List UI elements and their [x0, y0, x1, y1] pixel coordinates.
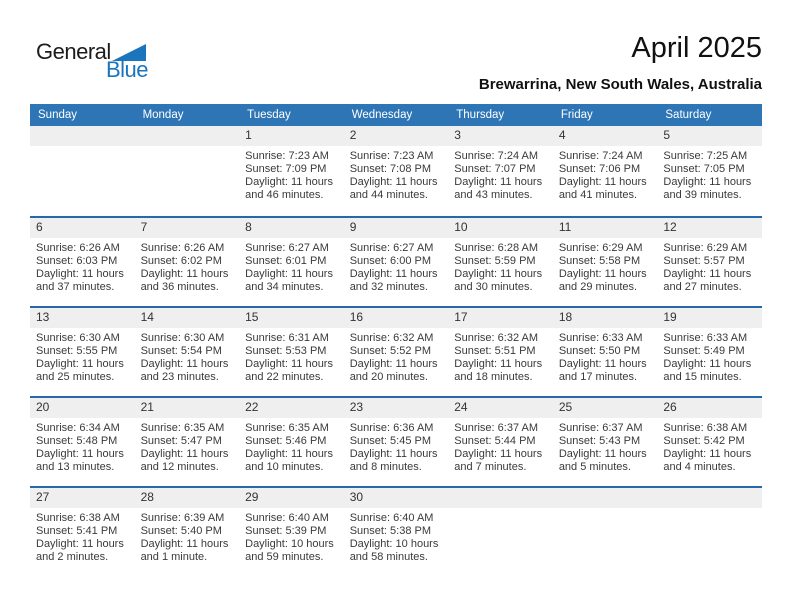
detail-line: Sunset: 5:48 PM: [36, 435, 118, 447]
detail-line: Sunset: 5:58 PM: [558, 255, 641, 267]
detail-line: Sunset: 6:00 PM: [349, 255, 432, 267]
logo-text-blue: Blue: [106, 57, 149, 82]
detail-line: Sunrise: 6:29 AM: [558, 242, 643, 254]
day-number: 11: [553, 218, 658, 238]
day-number: 7: [135, 218, 240, 238]
day-details: [135, 328, 240, 384]
detail-line: Sunrise: 6:29 AM: [663, 242, 748, 254]
day-cell: [553, 397, 658, 487]
day-number: 13: [30, 308, 135, 328]
detail-line: Sunset: 7:09 PM: [245, 163, 327, 175]
week-row: [30, 126, 762, 217]
detail-line: Sunrise: 6:33 AM: [558, 332, 643, 344]
day-number: 12: [657, 218, 762, 238]
detail-line: and 44 minutes.: [349, 189, 428, 201]
day-details: [30, 238, 135, 294]
day-details: [344, 508, 449, 564]
day-number: 9: [344, 218, 449, 238]
day-number: 23: [344, 398, 449, 418]
weekday-header: Tuesday: [239, 104, 344, 126]
day-details: [657, 418, 762, 474]
day-details: [135, 418, 240, 474]
detail-line: Sunset: 5:41 PM: [36, 525, 118, 537]
detail-line: Sunrise: 6:38 AM: [36, 512, 120, 524]
weekday-header: Thursday: [448, 104, 553, 126]
detail-line: Daylight: 11 hours: [663, 448, 752, 460]
detail-line: and 41 minutes.: [558, 189, 638, 201]
detail-line: and 58 minutes.: [349, 551, 428, 563]
detail-line: and 2 minutes.: [36, 551, 109, 563]
detail-line: Daylight: 11 hours: [349, 268, 438, 280]
day-details: [553, 328, 658, 384]
logo-text-general: General: [36, 39, 111, 64]
day-number: 26: [657, 398, 762, 418]
day-number: 20: [30, 398, 135, 418]
day-number: 18: [553, 308, 658, 328]
empty-cell: [553, 487, 658, 576]
day-cell: [30, 397, 135, 487]
detail-line: Sunrise: 6:26 AM: [140, 242, 225, 254]
calendar-grid: [30, 104, 762, 576]
detail-line: Sunset: 5:59 PM: [454, 255, 536, 267]
detail-line: Daylight: 10 hours: [245, 538, 334, 550]
day-details: [239, 238, 344, 294]
detail-line: and 29 minutes.: [558, 281, 638, 293]
detail-line: Daylight: 11 hours: [454, 448, 543, 460]
day-cell: [448, 307, 553, 397]
day-cell: [553, 307, 658, 397]
detail-line: Sunrise: 7:24 AM: [454, 150, 539, 162]
page-header: [0, 0, 792, 104]
detail-line: Daylight: 11 hours: [245, 176, 333, 188]
detail-line: Sunrise: 6:26 AM: [36, 242, 120, 254]
day-details: [135, 146, 240, 150]
day-number: 8: [239, 218, 344, 238]
detail-line: and 36 minutes.: [140, 281, 219, 293]
detail-line: and 34 minutes.: [245, 281, 324, 293]
detail-line: Daylight: 11 hours: [36, 268, 124, 280]
day-cell: [448, 217, 553, 307]
detail-line: Sunset: 7:05 PM: [663, 163, 745, 175]
day-number: 30: [344, 488, 449, 508]
detail-line: Sunset: 5:53 PM: [245, 345, 327, 357]
detail-line: and 22 minutes.: [245, 371, 324, 383]
detail-line: Daylight: 11 hours: [663, 268, 752, 280]
day-details: [30, 146, 135, 150]
detail-line: Sunrise: 6:34 AM: [36, 422, 120, 434]
day-cell: [553, 126, 658, 217]
day-cell: [239, 217, 344, 307]
detail-line: Sunrise: 7:23 AM: [245, 150, 329, 162]
detail-line: and 17 minutes.: [558, 371, 638, 383]
day-number: 14: [135, 308, 240, 328]
day-number: 15: [239, 308, 344, 328]
detail-line: Sunrise: 6:27 AM: [245, 242, 329, 254]
day-cell: [344, 397, 449, 487]
detail-line: Sunrise: 6:35 AM: [140, 422, 225, 434]
day-number: 27: [30, 488, 135, 508]
detail-line: and 30 minutes.: [454, 281, 533, 293]
detail-line: Sunset: 5:57 PM: [663, 255, 745, 267]
detail-line: Sunset: 6:02 PM: [140, 255, 222, 267]
detail-line: Sunset: 5:52 PM: [349, 345, 432, 357]
detail-line: Sunrise: 7:23 AM: [349, 150, 434, 162]
day-number: 16: [344, 308, 449, 328]
detail-line: and 1 minute.: [140, 551, 208, 563]
day-number: [135, 126, 240, 146]
detail-line: Sunset: 5:42 PM: [663, 435, 745, 447]
weekday-header-row: [30, 104, 762, 126]
detail-line: Sunrise: 6:32 AM: [349, 332, 434, 344]
day-details: [448, 418, 553, 474]
day-number: 28: [135, 488, 240, 508]
detail-line: Sunrise: 6:37 AM: [454, 422, 539, 434]
day-details: [344, 418, 449, 474]
detail-line: and 15 minutes.: [663, 371, 742, 383]
day-number: 17: [448, 308, 553, 328]
day-details: [448, 508, 553, 512]
weekday-header: Saturday: [657, 104, 762, 126]
day-cell: [30, 217, 135, 307]
detail-line: Sunrise: 6:28 AM: [454, 242, 539, 254]
day-number: 4: [553, 126, 658, 146]
detail-line: Sunset: 5:43 PM: [558, 435, 641, 447]
empty-cell: [657, 487, 762, 576]
empty-cell: [448, 487, 553, 576]
day-cell: [344, 126, 449, 217]
detail-line: Daylight: 11 hours: [663, 176, 752, 188]
detail-line: Daylight: 11 hours: [349, 358, 438, 370]
detail-line: Daylight: 11 hours: [245, 268, 333, 280]
day-number: [448, 488, 553, 508]
detail-line: Sunset: 7:07 PM: [454, 163, 536, 175]
day-cell: [135, 487, 240, 576]
detail-line: Sunrise: 6:32 AM: [454, 332, 539, 344]
day-number: 2: [344, 126, 449, 146]
detail-line: Sunset: 5:49 PM: [663, 345, 745, 357]
detail-line: Sunset: 7:06 PM: [558, 163, 641, 175]
detail-line: Sunset: 5:38 PM: [349, 525, 432, 537]
detail-line: Daylight: 11 hours: [36, 538, 124, 550]
day-details: [657, 146, 762, 202]
day-number: 3: [448, 126, 553, 146]
detail-line: Daylight: 11 hours: [558, 358, 647, 370]
day-number: 19: [657, 308, 762, 328]
detail-line: Daylight: 11 hours: [558, 268, 647, 280]
empty-cell: [135, 126, 240, 217]
detail-line: Sunset: 5:39 PM: [245, 525, 327, 537]
day-details: [553, 146, 658, 202]
detail-line: and 59 minutes.: [245, 551, 324, 563]
detail-line: and 12 minutes.: [140, 461, 219, 473]
day-details: [448, 328, 553, 384]
detail-line: Sunset: 5:51 PM: [454, 345, 536, 357]
detail-line: Sunset: 6:03 PM: [36, 255, 118, 267]
day-cell: [239, 397, 344, 487]
day-cell: [448, 397, 553, 487]
detail-line: Sunset: 5:47 PM: [140, 435, 222, 447]
weekday-header: Wednesday: [344, 104, 449, 126]
day-cell: [657, 126, 762, 217]
detail-line: and 13 minutes.: [36, 461, 115, 473]
detail-line: and 32 minutes.: [349, 281, 428, 293]
detail-line: Daylight: 11 hours: [36, 358, 124, 370]
day-number: 5: [657, 126, 762, 146]
detail-line: Sunset: 5:40 PM: [140, 525, 222, 537]
day-details: [553, 238, 658, 294]
detail-line: Daylight: 11 hours: [349, 176, 438, 188]
day-number: 6: [30, 218, 135, 238]
day-number: [553, 488, 658, 508]
empty-cell: [30, 126, 135, 217]
day-cell: [448, 126, 553, 217]
day-details: [135, 238, 240, 294]
day-details: [239, 146, 344, 202]
detail-line: and 5 minutes.: [558, 461, 631, 473]
day-cell: [344, 487, 449, 576]
day-details: [135, 508, 240, 564]
detail-line: Sunrise: 6:35 AM: [245, 422, 329, 434]
detail-line: Sunrise: 6:39 AM: [140, 512, 225, 524]
day-number: 24: [448, 398, 553, 418]
detail-line: Sunrise: 6:40 AM: [245, 512, 329, 524]
detail-line: and 25 minutes.: [36, 371, 115, 383]
day-number: 1: [239, 126, 344, 146]
day-number: 10: [448, 218, 553, 238]
day-details: [30, 508, 135, 564]
detail-line: Sunrise: 7:25 AM: [663, 150, 748, 162]
detail-line: Sunset: 7:08 PM: [349, 163, 432, 175]
day-number: 25: [553, 398, 658, 418]
day-cell: [239, 126, 344, 217]
day-details: [657, 328, 762, 384]
detail-line: Sunset: 5:50 PM: [558, 345, 641, 357]
detail-line: Daylight: 10 hours: [349, 538, 439, 550]
day-number: [30, 126, 135, 146]
detail-line: Sunrise: 6:33 AM: [663, 332, 748, 344]
detail-line: Daylight: 11 hours: [349, 448, 438, 460]
week-row: [30, 307, 762, 397]
detail-line: and 20 minutes.: [349, 371, 428, 383]
day-details: [239, 418, 344, 474]
day-number: 22: [239, 398, 344, 418]
detail-line: and 18 minutes.: [454, 371, 533, 383]
day-number: 21: [135, 398, 240, 418]
calendar-location: Brewarrina, New South Wales, Australia: [478, 76, 762, 93]
detail-line: and 39 minutes.: [663, 189, 742, 201]
day-cell: [657, 397, 762, 487]
day-number: [657, 488, 762, 508]
day-cell: [657, 217, 762, 307]
day-cell: [553, 217, 658, 307]
detail-line: and 23 minutes.: [140, 371, 219, 383]
day-details: [448, 238, 553, 294]
day-details: [344, 238, 449, 294]
detail-line: Daylight: 11 hours: [245, 358, 333, 370]
detail-line: Daylight: 11 hours: [454, 176, 543, 188]
detail-line: Sunrise: 6:37 AM: [558, 422, 643, 434]
detail-line: Sunrise: 6:36 AM: [349, 422, 434, 434]
day-details: [239, 508, 344, 564]
detail-line: Daylight: 11 hours: [454, 268, 543, 280]
detail-line: and 27 minutes.: [663, 281, 742, 293]
detail-line: Sunset: 5:45 PM: [349, 435, 432, 447]
detail-line: Daylight: 11 hours: [454, 358, 543, 370]
detail-line: and 8 minutes.: [349, 461, 422, 473]
detail-line: Sunset: 5:54 PM: [140, 345, 222, 357]
calendar-title: April 2025: [631, 32, 762, 64]
detail-line: Daylight: 11 hours: [140, 538, 229, 550]
day-cell: [344, 307, 449, 397]
day-details: [553, 508, 658, 512]
detail-line: Sunrise: 6:30 AM: [140, 332, 225, 344]
detail-line: Daylight: 11 hours: [140, 358, 229, 370]
detail-line: and 37 minutes.: [36, 281, 115, 293]
week-row: [30, 487, 762, 576]
day-cell: [239, 307, 344, 397]
day-details: [553, 418, 658, 474]
day-cell: [239, 487, 344, 576]
day-details: [344, 146, 449, 202]
day-details: [30, 328, 135, 384]
detail-line: and 10 minutes.: [245, 461, 324, 473]
detail-line: Daylight: 11 hours: [558, 176, 647, 188]
day-cell: [135, 307, 240, 397]
week-row: [30, 397, 762, 487]
title-block: [479, 32, 762, 93]
day-cell: [657, 307, 762, 397]
detail-line: Sunrise: 7:24 AM: [558, 150, 643, 162]
detail-line: Sunrise: 6:30 AM: [36, 332, 120, 344]
detail-line: Sunrise: 6:40 AM: [349, 512, 434, 524]
day-details: [657, 238, 762, 294]
weekday-header: Monday: [135, 104, 240, 126]
week-row: [30, 217, 762, 307]
day-details: [239, 328, 344, 384]
day-number: 29: [239, 488, 344, 508]
day-cell: [135, 397, 240, 487]
general-blue-logo: [36, 41, 148, 81]
detail-line: Sunset: 6:01 PM: [245, 255, 327, 267]
detail-line: Daylight: 11 hours: [140, 448, 229, 460]
day-details: [657, 508, 762, 512]
detail-line: and 46 minutes.: [245, 189, 324, 201]
detail-line: Daylight: 11 hours: [140, 268, 229, 280]
weekday-header: Friday: [553, 104, 658, 126]
day-cell: [344, 217, 449, 307]
detail-line: Daylight: 11 hours: [558, 448, 647, 460]
detail-line: and 4 minutes.: [663, 461, 736, 473]
weekday-header: Sunday: [30, 104, 135, 126]
detail-line: Sunrise: 6:38 AM: [663, 422, 748, 434]
day-details: [30, 418, 135, 474]
detail-line: Sunset: 5:55 PM: [36, 345, 118, 357]
day-cell: [135, 217, 240, 307]
detail-line: Daylight: 11 hours: [36, 448, 124, 460]
detail-line: Daylight: 11 hours: [245, 448, 333, 460]
day-cell: [30, 487, 135, 576]
detail-line: Daylight: 11 hours: [663, 358, 752, 370]
day-details: [448, 146, 553, 202]
detail-line: and 7 minutes.: [454, 461, 527, 473]
day-details: [344, 328, 449, 384]
day-cell: [30, 307, 135, 397]
detail-line: Sunset: 5:46 PM: [245, 435, 327, 447]
detail-line: Sunrise: 6:31 AM: [245, 332, 329, 344]
detail-line: Sunrise: 6:27 AM: [349, 242, 434, 254]
detail-line: and 43 minutes.: [454, 189, 533, 201]
detail-line: Sunset: 5:44 PM: [454, 435, 536, 447]
